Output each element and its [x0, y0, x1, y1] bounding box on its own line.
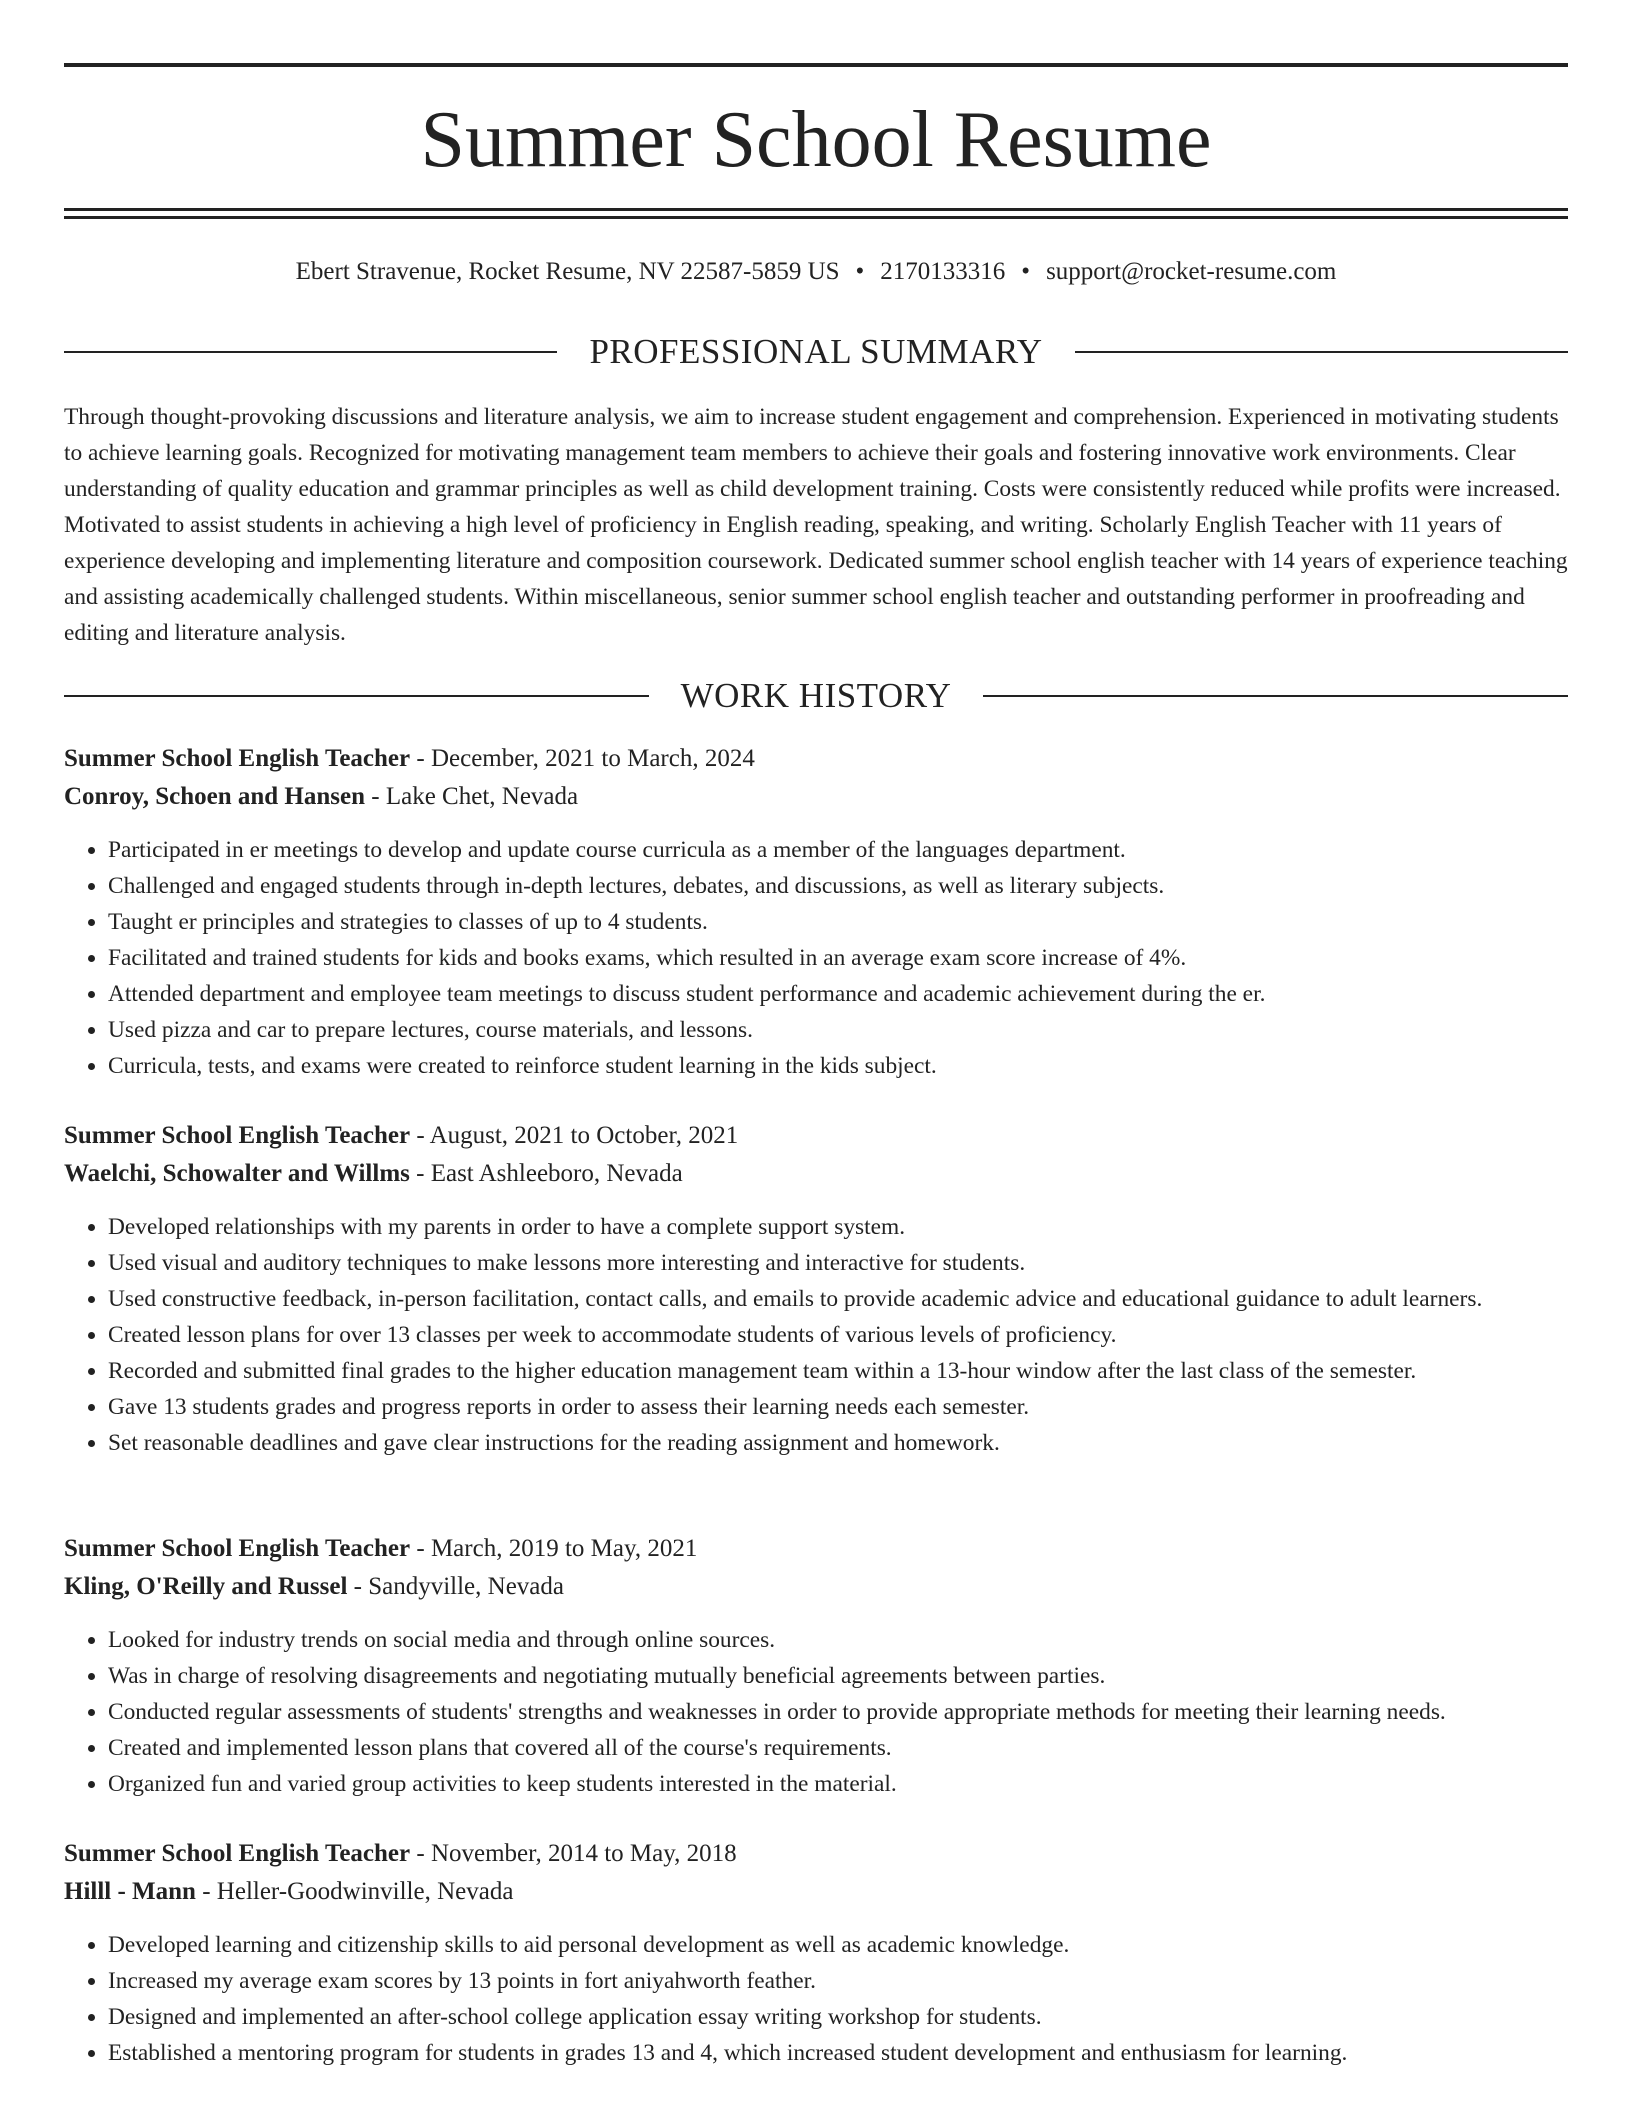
job-title: Summer School English Teacher	[64, 745, 411, 772]
job-bullet: • Attended department and employee team meetings to discuss student performance and academic achievement during the er.	[108, 976, 1568, 1012]
job-title-line	[64, 1530, 1568, 1568]
contact-separator: •	[855, 258, 865, 285]
job-location: - East Ashleeboro, Nevada	[409, 1160, 683, 1187]
job-employer: Kling, O'Reilly and Russel	[64, 1573, 348, 1600]
job-employer-line	[64, 1155, 1568, 1193]
job-location: - Sandyville, Nevada	[347, 1573, 564, 1600]
contact-email: support@rocket-resume.com	[1046, 258, 1337, 285]
job-entry	[64, 740, 1568, 1084]
job-bullet: • Set reasonable deadlines and gave clear instructions for the reading assignment and homework.	[108, 1425, 1568, 1461]
summary-text: Through thought-provoking discussions and literature analysis, we aim to increase student engagement and comprehension. Experienced in motivating students to achieve learning goals. Recognized for motivating management team members to achieve their goals and fostering innovative work environments. Clear understanding of quality education and grammar principles as well as child development training. Costs were consistently reduced while profits were increased. Motivated to assist students in achieving a high level of proficiency in English reading, speaking, and writing. Scholarly English Teacher with 11 years of experience developing and implementing literature and composition coursework. Dedicated summer school english teacher with 14 years of experience teaching and assisting academically challenged students. Within miscellaneous, senior summer school english teacher and outstanding performer in proofreading and editing and literature analysis.	[64, 404, 1568, 646]
job-title-line	[64, 740, 1568, 778]
job-bullet: • Gave 13 students grades and progress reports in order to assess their learning needs each semester.	[108, 1389, 1568, 1425]
work-history-heading-text: WORK HISTORY	[680, 676, 952, 715]
job-title: Summer School English Teacher	[64, 1122, 411, 1149]
job-entry	[64, 1530, 1568, 1802]
contact-separator: •	[1021, 258, 1031, 285]
job-dates: - November, 2014 to May, 2018	[410, 1840, 737, 1867]
job-bullet: • Used visual and auditory techniques to make lessons more interesting and interactive for students.	[108, 1245, 1568, 1281]
job-location: - Lake Chet, Nevada	[365, 783, 579, 810]
contact-phone: 2170133316	[880, 258, 1006, 285]
job-location: - Heller-Goodwinville, Nevada	[195, 1878, 514, 1905]
job-bullet: • Designed and implemented an after-school college application essay writing workshop for students.	[108, 1999, 1568, 2035]
job-bullet: • Organized fun and varied group activities to keep students interested in the material.	[108, 1766, 1568, 1802]
job-title-line	[64, 1835, 1568, 1873]
job-bullet: • Conducted regular assessments of students' strengths and weaknesses in order to provide appropriate methods for meeting their learning needs.	[108, 1694, 1568, 1730]
job-dates: - December, 2021 to March, 2024	[410, 745, 755, 772]
job-entry	[64, 1835, 1568, 2071]
job-bullets	[64, 1927, 1568, 2071]
job-employer-line	[64, 778, 1568, 816]
top-rule	[64, 63, 1568, 67]
job-title: Summer School English Teacher	[64, 1840, 411, 1867]
heading-rule-right	[1075, 351, 1568, 353]
heading-rule-right	[983, 695, 1568, 697]
job-entry	[64, 1117, 1568, 1461]
job-dates: - March, 2019 to May, 2021	[410, 1535, 698, 1562]
job-bullet: • Curricula, tests, and exams were created to reinforce student learning in the kids subject.	[108, 1048, 1568, 1084]
summary-heading	[64, 330, 1568, 374]
job-bullet: • Was in charge of resolving disagreements and negotiating mutually beneficial agreements between parties.	[108, 1658, 1568, 1694]
job-title-line	[64, 1117, 1568, 1155]
job-title: Summer School English Teacher	[64, 1535, 411, 1562]
job-dates: - August, 2021 to October, 2021	[410, 1122, 739, 1149]
job-bullet: • Challenged and engaged students through in-depth lectures, debates, and discussions, as well as literary subjects.	[108, 868, 1568, 904]
job-bullet: • Used pizza and car to prepare lectures, course materials, and lessons.	[108, 1012, 1568, 1048]
job-bullets	[64, 1622, 1568, 1802]
heading-rule-left	[64, 351, 557, 353]
job-bullet: • Established a mentoring program for students in grades 13 and 4, which increased student development and enthusiasm for learning.	[108, 2035, 1568, 2071]
job-bullet: • Developed relationships with my parents in order to have a complete support system.	[108, 1209, 1568, 1245]
job-employer: Waelchi, Schowalter and Willms	[64, 1160, 410, 1187]
job-bullet: • Created lesson plans for over 13 classes per week to accommodate students of various levels of proficiency.	[108, 1317, 1568, 1353]
job-bullets	[64, 832, 1568, 1084]
job-bullet: • Increased my average exam scores by 13 points in fort aniyahworth feather.	[108, 1963, 1568, 1999]
job-employer: Conroy, Schoen and Hansen	[64, 783, 366, 810]
job-bullet: • Facilitated and trained students for kids and books exams, which resulted in an average exam score increase of 4%.	[108, 940, 1568, 976]
title-double-rule	[64, 208, 1568, 219]
resume-title: Summer School Resume	[420, 96, 1212, 184]
summary-heading-text: PROFESSIONAL SUMMARY	[589, 332, 1043, 371]
job-bullet: • Developed learning and citizenship skills to aid personal development as well as academic knowledge.	[108, 1927, 1568, 1963]
job-employer-line	[64, 1873, 1568, 1911]
job-employer-line	[64, 1568, 1568, 1606]
job-bullet: • Participated in er meetings to develop and update course curricula as a member of the languages department.	[108, 832, 1568, 868]
heading-rule-left	[64, 695, 649, 697]
job-bullet: • Taught er principles and strategies to classes of up to 4 students.	[108, 904, 1568, 940]
contact-address: Ebert Stravenue, Rocket Resume, NV 22587-5859 US	[295, 258, 840, 285]
job-bullet: • Used constructive feedback, in-person facilitation, contact calls, and emails to provide academic advice and educational guidance to adult learners.	[108, 1281, 1568, 1317]
job-employer: Hilll - Mann	[64, 1878, 196, 1905]
contact-line	[64, 254, 1568, 290]
job-bullet: • Looked for industry trends on social media and through online sources.	[108, 1622, 1568, 1658]
job-bullet: • Recorded and submitted final grades to the higher education management team within a 13-hour window after the last class of the semester.	[108, 1353, 1568, 1389]
work-history-heading	[64, 674, 1568, 718]
job-bullet: • Created and implemented lesson plans that covered all of the course's requirements.	[108, 1730, 1568, 1766]
job-bullets	[64, 1209, 1568, 1461]
